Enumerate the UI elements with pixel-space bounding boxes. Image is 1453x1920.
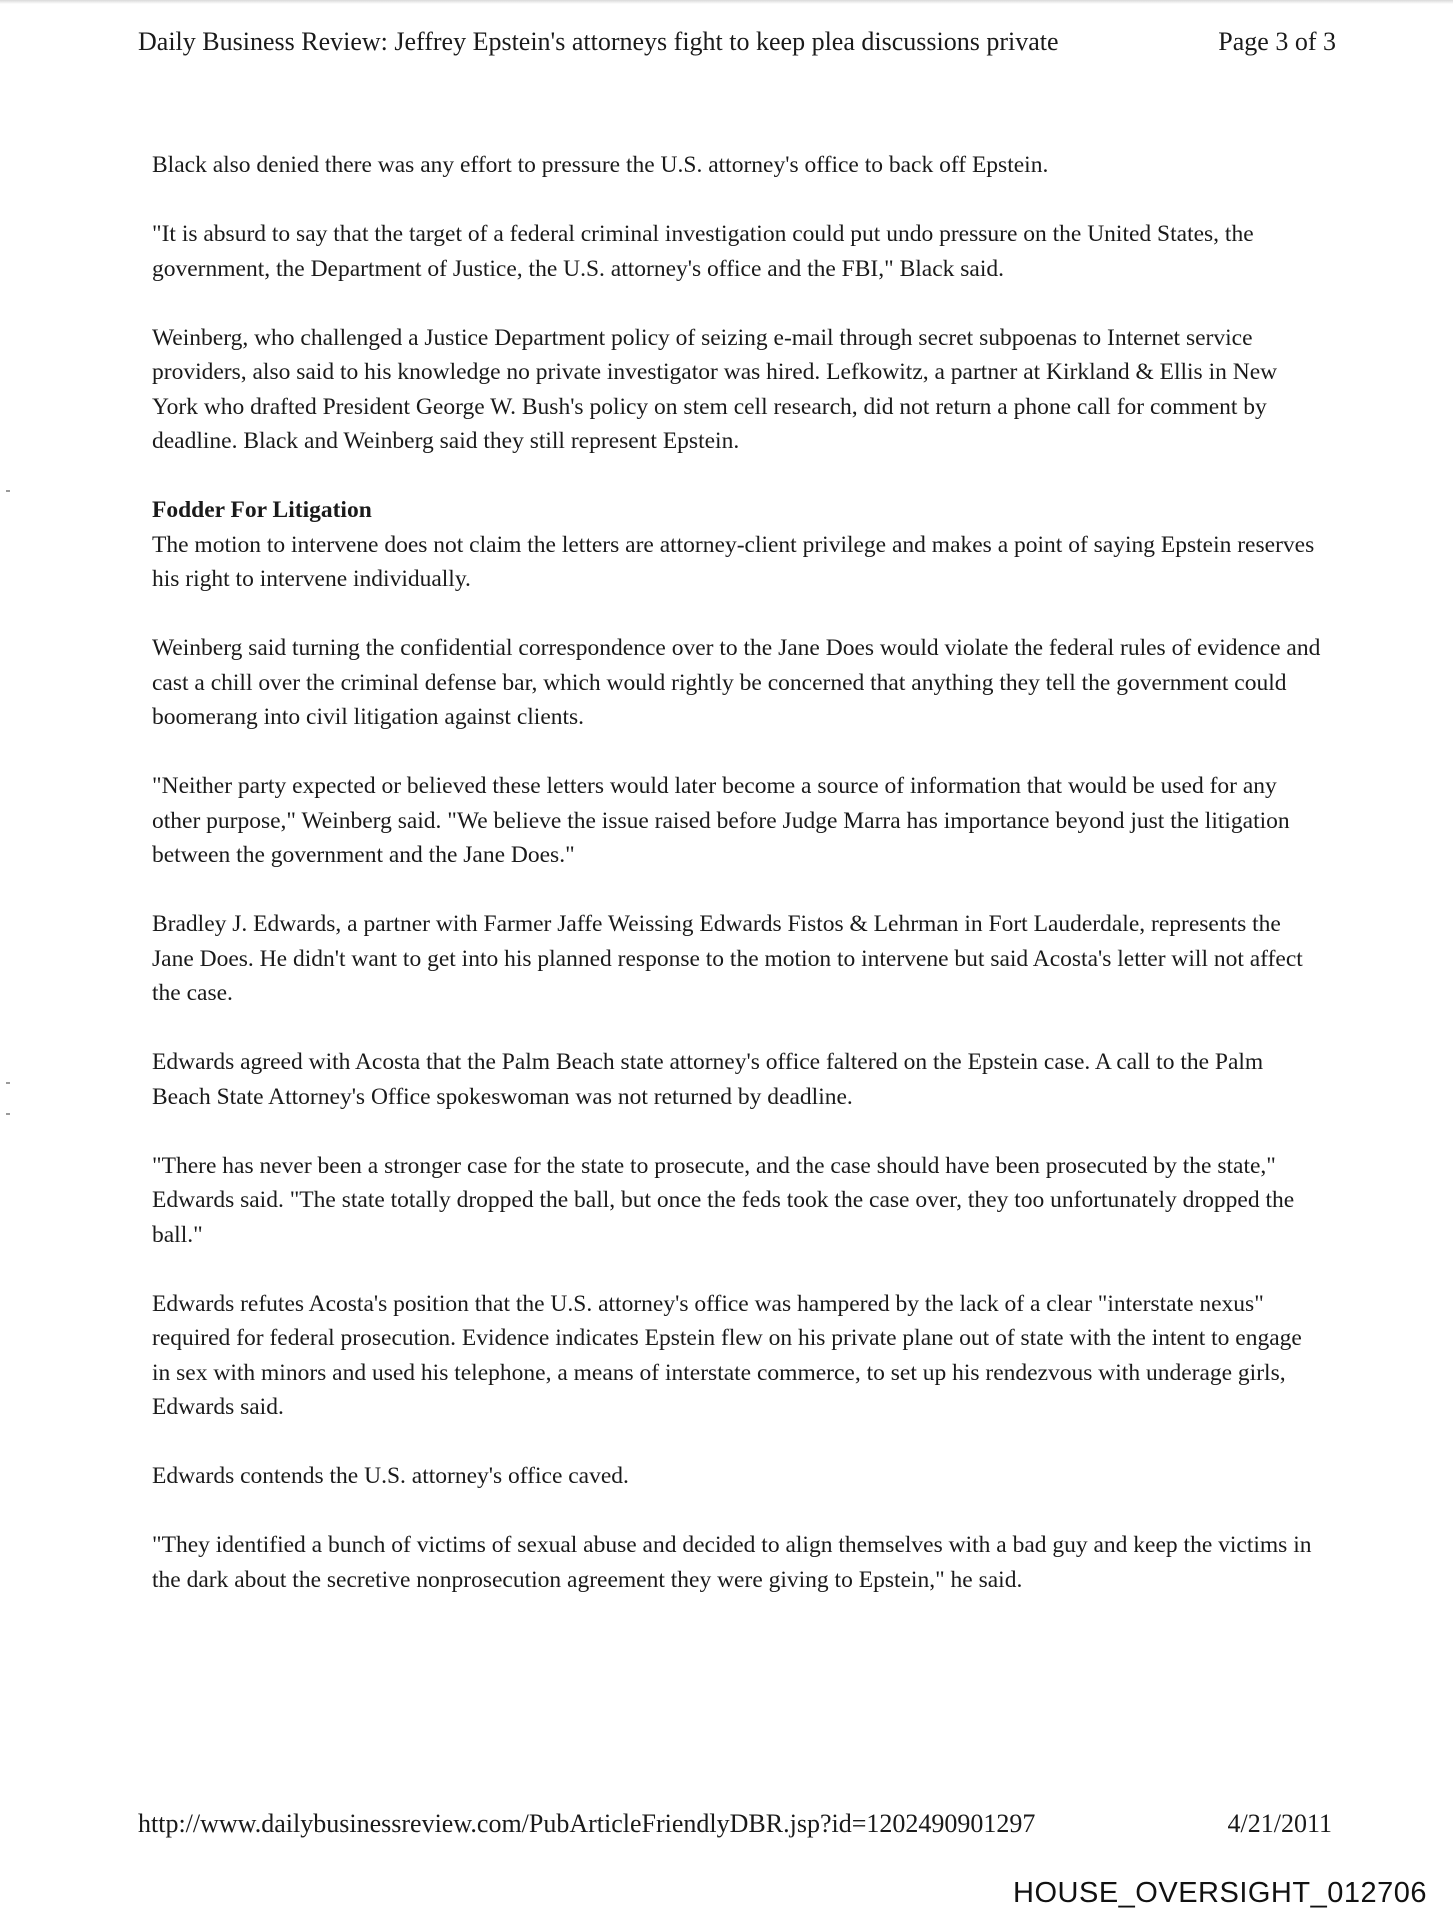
paragraph: Edwards agreed with Acosta that the Palm Beach state attorney's office faltered on the Epstein case. A call to the Palm Beach State Attorney's Office spokeswoman was not returned by deadline.	[152, 1049, 1264, 1110]
footer-url: http://www.dailybusinessreview.com/PubArticleFriendlyDBR.jsp?id=1202490901297	[138, 1809, 1036, 1838]
article-body	[152, 148, 1322, 1632]
scan-speck	[6, 1113, 10, 1115]
paragraph: "They identified a bunch of victims of sexual abuse and decided to align themselves with a bad guy and keep the victims in the dark about the secretive nonprosecution agreement they were giving to Epstein," he said.	[152, 1532, 1312, 1593]
print-header	[138, 24, 1336, 60]
scan-speck	[6, 1082, 10, 1084]
paragraph: "Neither party expected or believed these letters would later become a source of information that would be used for any other purpose," Weinberg said. "We believe the issue raised before Judge Marra has importance beyond just the litigation between the government and the Jane Does."	[152, 773, 1290, 868]
paragraph: Edwards contends the U.S. attorney's office caved.	[152, 1463, 629, 1489]
section-subhead: Fodder For Litigation	[152, 497, 372, 523]
paragraph: Bradley J. Edwards, a partner with Farmer Jaffe Weissing Edwards Fistos & Lehrman in Fort Lauderdale, represents the Jane Does. He didn't want to get into his planned response to the motion to intervene but said Acosta's letter will not affect the case.	[152, 911, 1303, 1006]
paragraph: Weinberg, who challenged a Justice Department policy of seizing e-mail through secret subpoenas to Internet service providers, also said to his knowledge no private investigator was hired. Lefkowitz, a partner at Kirkland & Ellis in New York who drafted President George W. Bush's policy on stem cell research, did not return a phone call for comment by deadline. Black and Weinberg said they still represent Epstein.	[152, 324, 1278, 454]
paragraph: "There has never been a stronger case for the state to prosecute, and the case should have been prosecuted by the state," Edwards said. "The state totally dropped the ball, but once the feds took the case over, they too unfortunately dropped the ball."	[152, 1152, 1295, 1248]
paragraph: Edwards refutes Acosta's position that the U.S. attorney's office was hampered by the lack of a clear "interstate nexus" required for federal prosecution. Evidence indicates Epstein flew on his private plane out of state with the intent to engage in sex with minors and used his telephone, a means of interstate commerce, to set up his rendezvous with underage girls, Edwards said.	[152, 1290, 1302, 1420]
paragraph: "It is absurd to say that the target of a federal criminal investigation could put undo pressure on the United States, the government, the Department of Justice, the U.S. attorney's office and the FBI," Black said.	[152, 221, 1254, 282]
paragraph: The motion to intervene does not claim the letters are attorney-client privilege and makes a point of saying Epstein reserves his right to intervene individually.	[152, 531, 1315, 592]
paragraph: Black also denied there was any effort to pressure the U.S. attorney's office to back off Epstein.	[152, 152, 1049, 178]
scan-speck	[6, 490, 10, 492]
bates-stamp: HOUSE_OVERSIGHT_012706	[1013, 1877, 1427, 1909]
footer-date: 4/21/2011	[1227, 1809, 1332, 1838]
page-number: Page 3 of 3	[1218, 27, 1336, 56]
scan-top-edge	[0, 0, 1453, 4]
print-footer	[138, 1806, 1332, 1842]
header-title: Daily Business Review: Jeffrey Epstein's attorneys fight to keep plea discussions private	[138, 27, 1059, 56]
paragraph: Weinberg said turning the confidential correspondence over to the Jane Does would violate the federal rules of evidence and cast a chill over the criminal defense bar, which would rightly be concerned that anything they tell the government could boomerang into civil litigation against clients.	[152, 635, 1321, 730]
